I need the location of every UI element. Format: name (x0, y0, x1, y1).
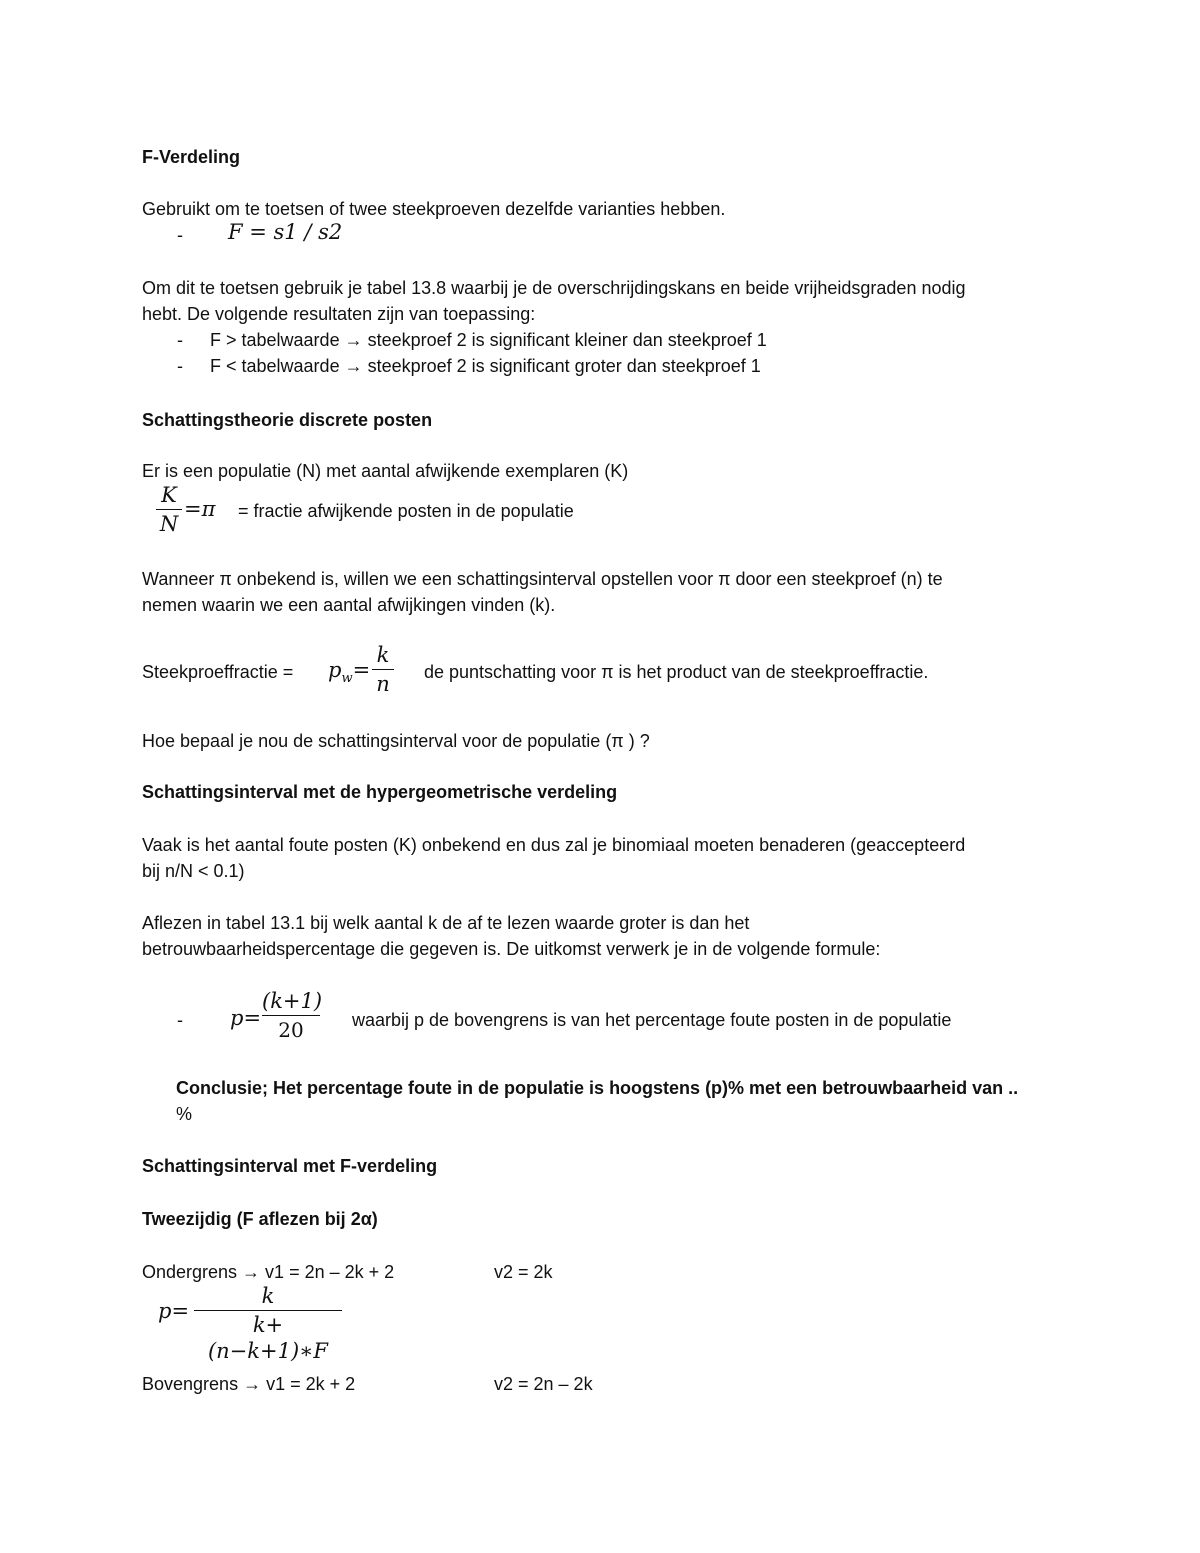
formula-dash: - (177, 225, 183, 245)
ondergrens-v2: v2 = 2k (494, 1262, 553, 1282)
bullet-item: F > tabelwaarde → steekproef 2 is significant kleiner dan steekproef 1 (210, 330, 767, 350)
formula-f-ratio: F = s1 / s2 (228, 220, 343, 244)
paragraph-line: Wanneer π onbekend is, willen we een schattingsinterval opstellen voor π door een steekproef (n) te (142, 569, 943, 589)
fraction-bar (372, 669, 394, 670)
heading-hypergeometrisch: Schattingsinterval met de hypergeometrische verdeling (142, 782, 618, 802)
fraction-bar (156, 509, 182, 510)
steekproef-label: Steekproeffractie = (142, 662, 294, 682)
bovengrens-v2: v2 = 2n – 2k (494, 1374, 593, 1394)
formula-pw (328, 658, 370, 691)
p-equals: p= (158, 1299, 190, 1323)
bullet-item: F < tabelwaarde → steekproef 2 is significant groter dan steekproef 1 (210, 356, 761, 376)
paragraph-line: Aflezen in tabel 13.1 bij welk aantal k de af te lezen waarde groter is dan het (142, 913, 750, 933)
paragraph-line: nemen waarin we een aantal afwijkingen vinden (k). (142, 595, 556, 615)
fraction-denominator: N (159, 512, 179, 536)
fraction-numerator: k (261, 1284, 275, 1308)
fraction-denominator: 20 (278, 1018, 304, 1042)
pw-subscript: w (341, 671, 353, 687)
steekproef-description: de puntschatting voor π is het product van de steekproeffractie. (424, 662, 929, 682)
paragraph-line: Om dit te toetsen gebruik je tabel 13.8 waarbij je de overschrijdingskans en beide vrijheidsgraden nodig (142, 278, 966, 298)
p-equals: p= (230, 1006, 262, 1030)
conclusie-line: Conclusie; Het percentage foute in de populatie is hoogstens (p)% met een betrouwbaarheid van .. (176, 1078, 1019, 1098)
fraction-bar (262, 1015, 320, 1016)
ondergrens-line: Ondergrens → v1 = 2n – 2k + 2 (142, 1262, 395, 1282)
fraction-k-plus-1-over-20 (262, 988, 323, 1043)
pw-symbol: p (328, 658, 342, 682)
paragraph-line: hebt. De volgende resultaten zijn van toepassing: (142, 304, 536, 324)
fraction-k-over-n-small (372, 642, 394, 697)
conclusie-percent: % (176, 1104, 193, 1124)
heading-f-verdeling: F-Verdeling (142, 147, 241, 167)
question-text: Hoe bepaal je nou de schattingsinterval voor de populatie (π ) ? (142, 731, 650, 751)
fraction-description: = fractie afwijkende posten in de populatie (238, 501, 574, 521)
fraction-denominator: n (376, 672, 390, 696)
equals-pi: =π (184, 497, 216, 521)
paragraph-line: betrouwbaarheidspercentage die gegeven is. De uitkomst verwerk je in de volgende formule: (142, 939, 881, 959)
bovengrens-line: Bovengrens → v1 = 2k + 2 (142, 1374, 356, 1394)
subheading-tweezijdig: Tweezijdig (F aflezen bij 2α) (142, 1209, 378, 1229)
fraction-numerator: K (161, 483, 177, 507)
fraction-interval-formula (194, 1283, 342, 1364)
intro-text: Gebruikt om te toetsen of twee steekproeven dezelfde varianties hebben. (142, 199, 726, 219)
fraction-k-over-n (156, 482, 182, 537)
formula-dash: - (177, 1010, 183, 1030)
heading-f-interval: Schattingsinterval met F-verdeling (142, 1156, 438, 1176)
bullet-dash: - (177, 330, 183, 350)
paragraph-line: bij n/N < 0.1) (142, 861, 245, 881)
heading-schattingstheorie: Schattingstheorie discrete posten (142, 410, 433, 430)
bullet-dash: - (177, 356, 183, 376)
fraction-numerator: (k+1) (262, 989, 323, 1013)
formula-description: waarbij p de bovengrens is van het percentage foute posten in de populatie (352, 1010, 952, 1030)
fraction-denominator: k+(n−k+1)∗F (207, 1313, 329, 1363)
paragraph-line: Vaak is het aantal foute posten (K) onbekend en dus zal je binomiaal moeten benaderen (geaccepteerd (142, 835, 966, 855)
fraction-bar (194, 1310, 342, 1311)
fraction-numerator: k (376, 643, 390, 667)
pw-equals: = (352, 658, 371, 682)
paragraph-line: Er is een populatie (N) met aantal afwijkende exemplaren (K) (142, 461, 629, 481)
